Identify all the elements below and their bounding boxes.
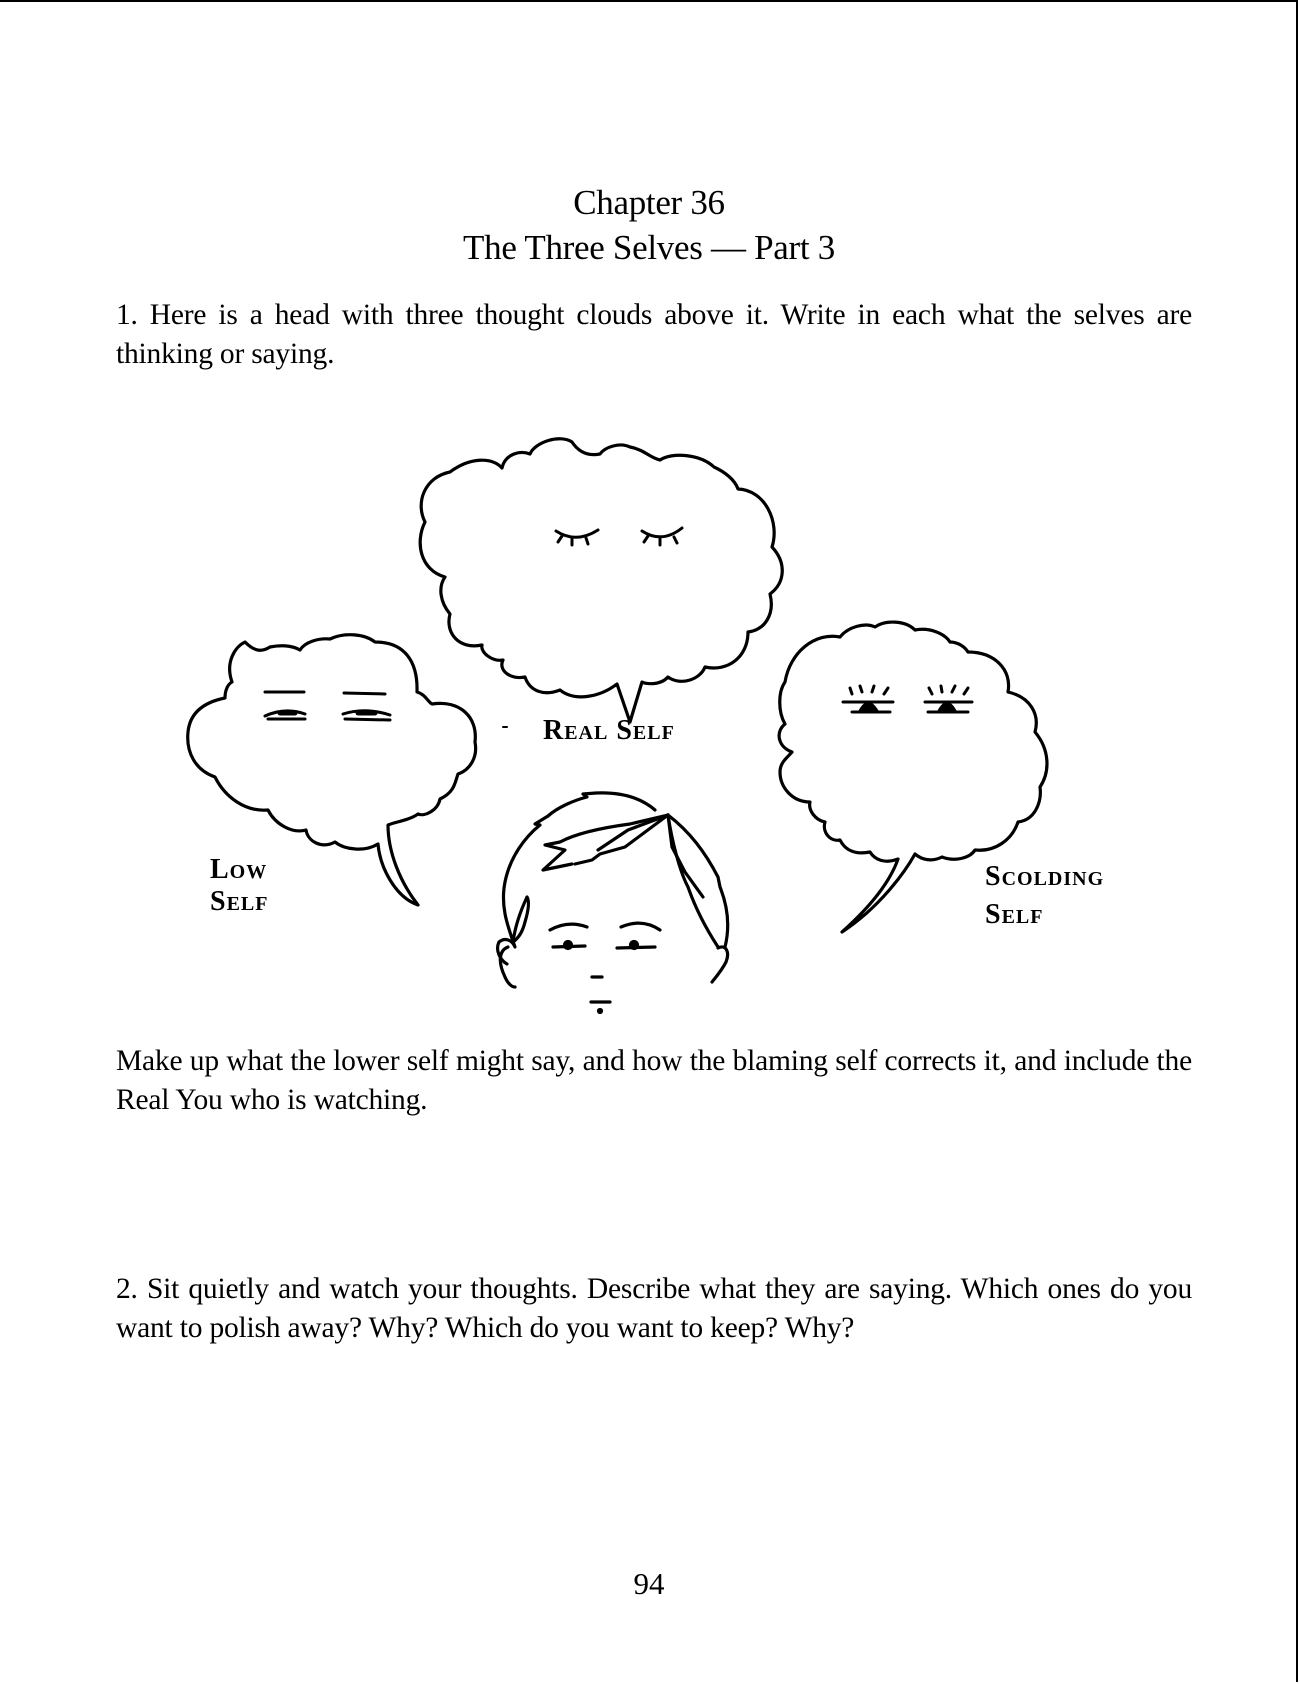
real-self-label [543,714,675,748]
chapter-title: The Three Selves — Part 3 [463,228,835,267]
scolding-self-label [985,858,1104,934]
real-self-label-text: Real Self [543,715,675,746]
question-2-text: 2. Sit quietly and watch your thoughts. Describe what they are saying. Which ones do you want to polish away? Why? Which do you want to keep? Why? [116,1273,1192,1344]
question-1-text: 1. Here is a head with three thought clouds above it. Write in each what the selves are thinking or saying. [116,299,1192,370]
page-number: 94 [633,1566,665,1601]
low-self-label-line2: Self [210,886,269,917]
scolding-self-label-line1: Scolding [985,861,1105,892]
three-selves-illustration [0,2,1300,1684]
instruction-text: Make up what the lower self might say, and how the blaming self corrects it, and include the Real You who is watching. [116,1045,1192,1116]
low-self-eyes-icon [265,692,390,720]
low-self-label-line1: Low [210,854,268,885]
chapter-number: Chapter 36 [573,183,725,222]
child-head-drawing [498,793,728,1013]
low-self-label [210,854,268,918]
scolding-self-label-line2: Self [985,899,1044,930]
scolding-self-eyes-icon [843,686,972,712]
real-self-eyes-icon [556,528,682,545]
real-self-cloud [420,439,782,722]
